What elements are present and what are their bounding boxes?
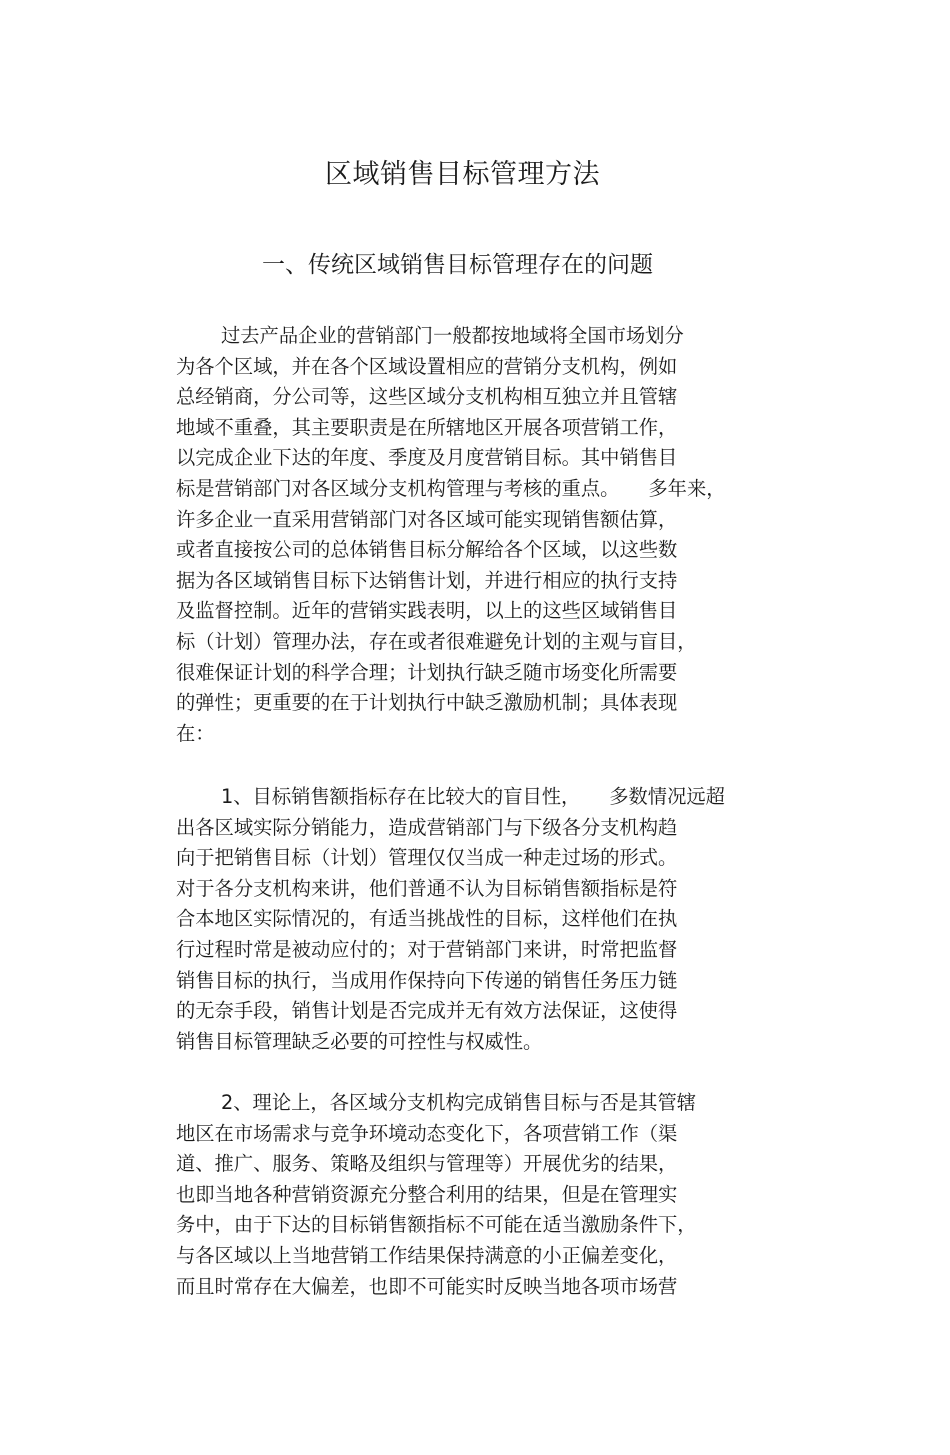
paragraph-intro <box>176 321 776 749</box>
paragraph-line: 与各区域以上当地营销工作结果保持满意的小正偏差变化， <box>176 1243 678 1267</box>
paragraph-line: 1、目标销售额指标存在比较大的盲目性， 多数情况远超 <box>221 785 725 808</box>
paragraph-line: 为各个区域，并在各个区域设置相应的营销分支机构，例如 <box>176 354 678 378</box>
paragraph-line: 的无奈手段，销售计划是否完成并无有效方法保证，这使得 <box>176 999 678 1023</box>
paragraph-line: 合本地区实际情况的，有适当挑战性的目标，这样他们在执 <box>176 907 678 931</box>
paragraph-line: 很难保证计划的科学合理；计划执行缺乏随市场变化所需要 <box>176 660 678 684</box>
paragraph-line: 向于把销售目标（计划）管理仅仅当成一种走过场的形式。 <box>176 846 678 870</box>
document-title: 区域销售目标管理方法 <box>325 159 600 190</box>
paragraph-line: 及监督控制。近年的营销实践表明，以上的这些区域销售目 <box>176 599 678 623</box>
paragraph-line: 出各区域实际分销能力，造成营销部门与下级各分支机构趋 <box>176 815 678 839</box>
paragraph-line: 对于各分支机构来讲，他们普通不认为目标销售额指标是符 <box>176 876 678 900</box>
paragraph-line: 也即当地各种营销资源充分整合利用的结果，但是在管理实 <box>176 1182 678 1206</box>
paragraph-point-1 <box>176 782 776 1057</box>
paragraph-line: 而且时常存在大偏差，也即不可能实时反映当地各项市场营 <box>176 1274 678 1298</box>
paragraph-point-2 <box>176 1088 776 1302</box>
paragraph-line: 在： <box>176 721 215 745</box>
paragraph-line: 标（计划）管理办法，存在或者很难避免计划的主观与盲目， <box>176 629 697 653</box>
paragraph-line: 销售目标的执行，当成用作保持向下传递的销售任务压力链 <box>176 968 678 992</box>
paragraph-line: 总经销商，分公司等，这些区域分支机构相互独立并且管辖 <box>176 385 678 409</box>
paragraph-line: 2、理论上，各区域分支机构完成销售目标与否是其管辖 <box>221 1091 697 1114</box>
paragraph-line: 或者直接按公司的总体销售目标分解给各个区域，以这些数 <box>176 538 678 562</box>
paragraph-line: 务中，由于下达的目标销售额指标不可能在适当激励条件下， <box>176 1213 697 1237</box>
paragraph-line: 的弹性；更重要的在于计划执行中缺乏激励机制；具体表现 <box>176 691 678 715</box>
paragraph-line: 地域不重叠，其主要职责是在所辖地区开展各项营销工作， <box>176 415 678 439</box>
paragraph-line: 以完成企业下达的年度、季度及月度营销目标。其中销售目 <box>176 446 678 470</box>
paragraph-line: 道、推广、服务、策略及组织与管理等）开展优劣的结果， <box>176 1152 678 1176</box>
paragraph-line: 过去产品企业的营销部门一般都按地域将全国市场划分 <box>221 324 684 347</box>
paragraph-line: 标是营销部门对各区域分支机构管理与考核的重点。 多年来， <box>176 476 726 500</box>
paragraph-line: 据为各区域销售目标下达销售计划，并进行相应的执行支持 <box>176 568 678 592</box>
section-heading: 一、传统区域销售目标管理存在的问题 <box>262 252 653 278</box>
paragraph-line: 销售目标管理缺乏必要的可控性与权威性。 <box>176 1029 543 1053</box>
paragraph-line: 行过程时常是被动应付的；对于营销部门来讲，时常把监督 <box>176 937 678 961</box>
paragraph-line: 许多企业一直采用营销部门对各区域可能实现销售额估算， <box>176 507 678 531</box>
paragraph-line: 地区在市场需求与竞争环境动态变化下，各项营销工作（渠 <box>176 1121 678 1145</box>
